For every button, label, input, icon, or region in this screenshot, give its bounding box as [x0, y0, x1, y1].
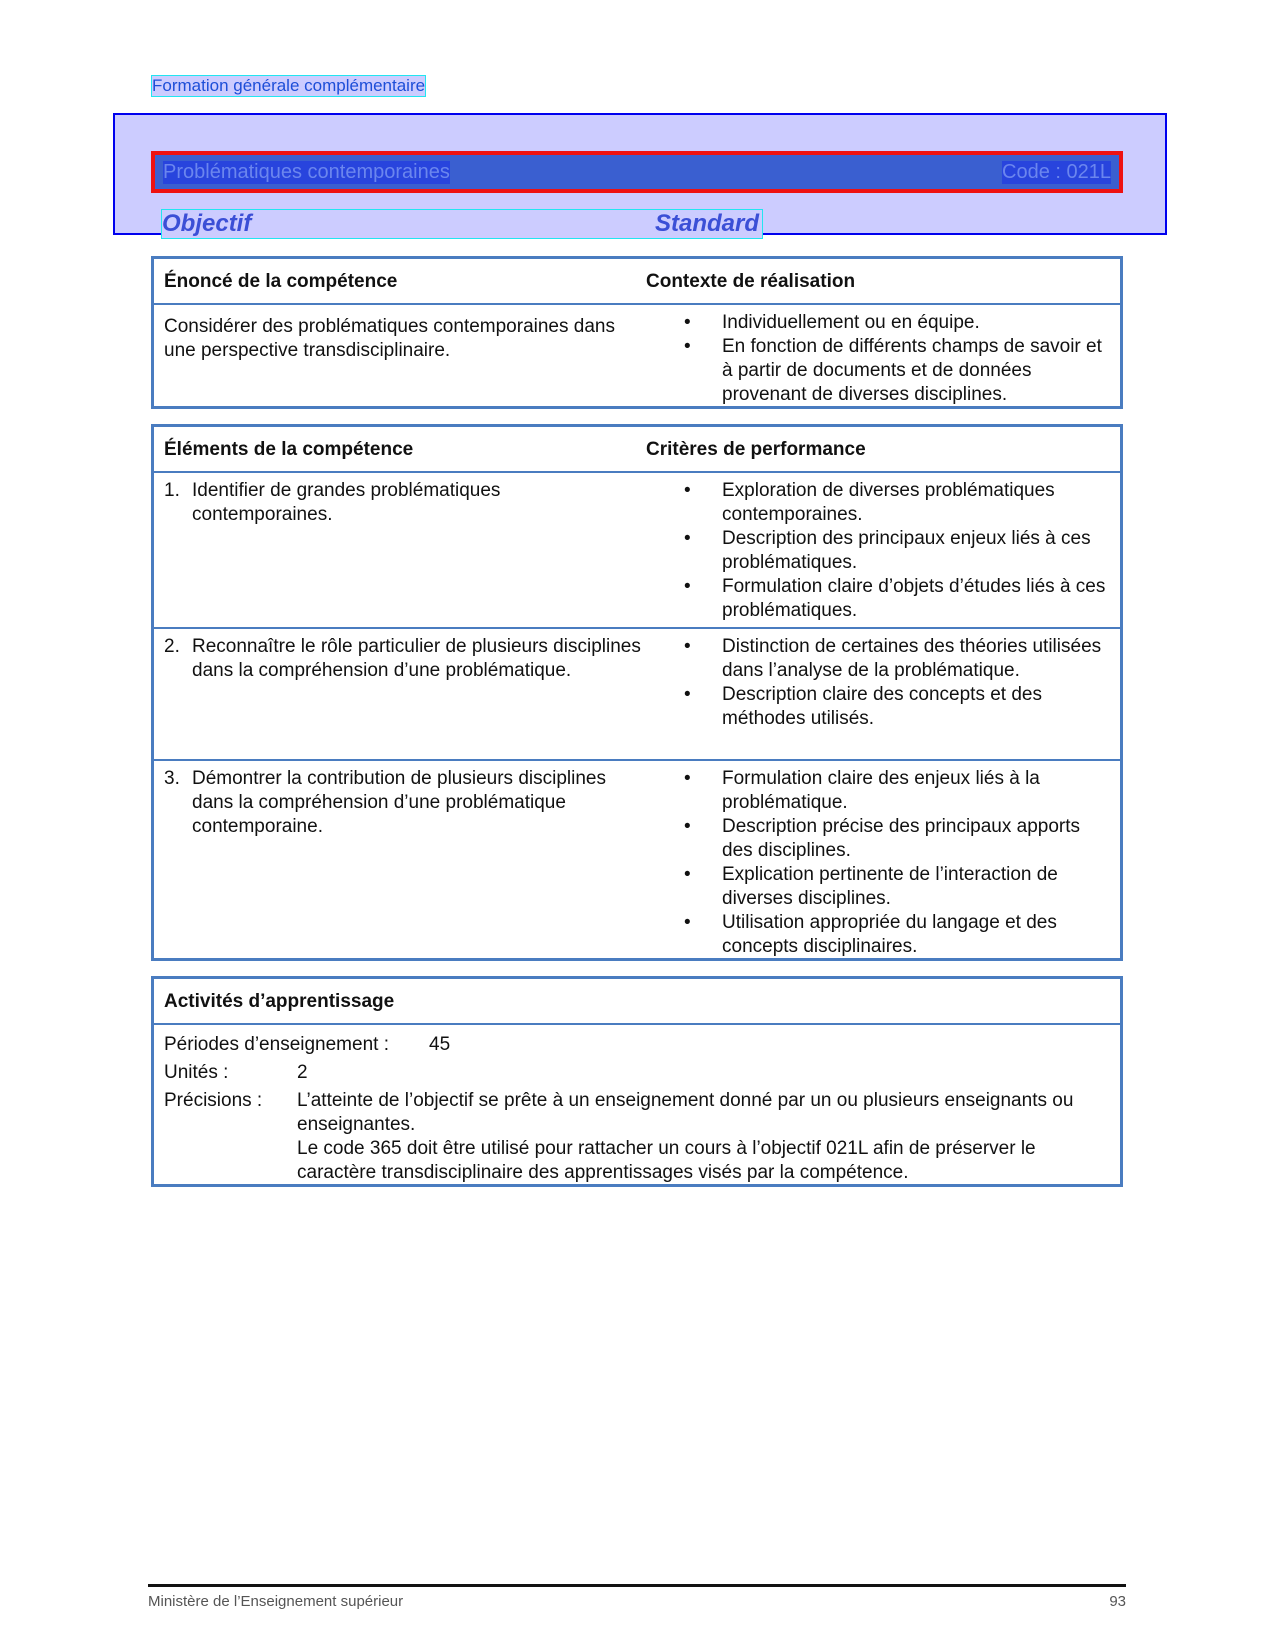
precision-text: L’atteinte de l’objectif se prête à un enseignement donné par un ou plusieurs enseignants ou enseignantes.: [297, 1090, 1074, 1135]
contexte-item: • En fonction de différents champs de savoir et à partir de documents et de données provenant de diverses disciplines.: [684, 335, 1114, 407]
header-elements: Éléments de la compétence: [164, 439, 414, 460]
header-enonce: Énoncé de la compétence: [164, 271, 398, 292]
enonce-text: Considérer des problématiques contemporaines dans une perspective transdisciplinaire.: [164, 316, 615, 361]
table-elements: [151, 424, 1123, 961]
precision-text: Le code 365 doit être utilisé pour rattacher un cours à l’objectif 021L afin de préserver le caractère transdisciplinaire des apprentissages visés par la compétence.: [297, 1138, 1036, 1183]
competency-code: Code : 021L: [1002, 160, 1111, 183]
table-enonce: [151, 256, 1123, 409]
unites-value: 2: [297, 1062, 308, 1083]
title-bar: [151, 151, 1123, 193]
footer: [148, 1584, 1126, 1610]
competency-title: Problématiques contemporaines: [163, 160, 450, 183]
header-activites: Activités d’apprentissage: [164, 991, 395, 1012]
element-row: 1. Identifier de grandes problématiques contemporaines. • Exploration de diverses problématiques contemporaines. • Description des principaux enjeux liés à ces problématiques. • Formulation claire d’objets d’études liés à ces problématiques.: [154, 473, 1120, 629]
table-activites: [151, 976, 1123, 1187]
periodes-label: Périodes d’enseignement :: [164, 1034, 389, 1055]
precisions-label: Précisions :: [164, 1090, 263, 1111]
element-row: 3. Démontrer la contribution de plusieurs disciplines dans la compréhension d’une problématique contemporaine. • Formulation claire des enjeux liés à la problématique. • Description précise des principaux apports des disciplines. • Explication pertinente de l’interaction de diverses disciplines. • Utilisation appropriée du langage et des concepts disciplinaires.: [154, 761, 1120, 961]
contexte-item: • Individuellement ou en équipe.: [684, 311, 1114, 335]
element-row: 2. Reconnaître le rôle particulier de plusieurs disciplines dans la compréhension d’une problématique. • Distinction de certaines des théories utilisées dans l’analyse de la problématique. • Description claire des concepts et des méthodes utilisés.: [154, 629, 1120, 761]
periodes-value: 45: [429, 1034, 451, 1055]
section-title: Formation générale complémentaire: [152, 76, 426, 95]
footer-ministry: Ministère de l’Enseignement supérieur: [148, 1593, 404, 1610]
header-contexte: Contexte de réalisation: [646, 271, 856, 292]
unites-label: Unités :: [164, 1062, 229, 1083]
header-criteres: Critères de performance: [646, 439, 866, 460]
objectif-label: Objectif: [162, 210, 762, 238]
standard-label: Standard: [655, 210, 760, 237]
page-number: 93: [1109, 1593, 1126, 1610]
